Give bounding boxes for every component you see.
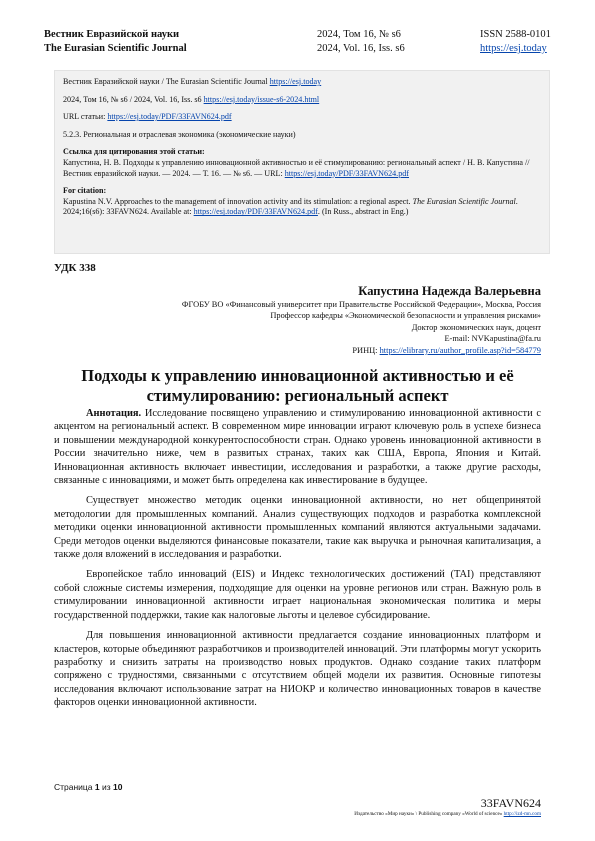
author-position: Профессор кафедры «Экономической безопасности и управления рисками»: [270, 311, 541, 321]
page-counter: Страница 1 из 10: [54, 782, 123, 792]
issue-link[interactable]: https://esj.today/issue-s6-2024.html: [203, 94, 320, 104]
citation-ru-link[interactable]: https://esj.today/PDF/33FAVN624.pdf: [284, 168, 409, 178]
article-body: [54, 407, 541, 717]
author-affiliation: ФГОБУ ВО «Финансовый университет при Правительстве Российской Федерации», Москва, Россия: [181, 300, 541, 309]
body-paragraph: Европейское табло инноваций (EIS) и Индекс технологических достижений (TAI) представляют собой сложные системы измерения, подходящие для оценки на уровне регионов или стран. Важную роль в стимулировании инновационной активности играет национальная экономическая политика и меры государственной поддержки, такие как налоговые льготы и целевое субсидирование.: [54, 569, 541, 621]
header-issue: [317, 28, 405, 56]
author-rinc: РИНЦ: https://elibrary.ru/author_profile.asp?id=584779: [352, 345, 541, 355]
article-title: Подходы к управлению инновационной активностью и её стимулированию: региональный аспект: [81, 366, 514, 405]
udk-code: УДК 338: [54, 262, 96, 274]
article-info-box: [54, 70, 550, 254]
journal-name-en: The Eurasian Scientific Journal: [44, 43, 187, 54]
rinc-profile-link[interactable]: https://elibrary.ru/author_profile.asp?id=584779: [379, 345, 541, 355]
body-paragraph: Для повышения инновационной активности предлагается создание инновационных платформ и кластеров, которые объединяют разработчиков и производителей инноваций. Эти платформы могут ускорить разработку и снизить затраты на производство новых продуктов. Однако создание таких платформ сопряжено с трудностями, связанными с отсутствием общей модели их развития. Основные гипотезы исследования включают использование затрат на НИОКР и количество инновационных товаров в качестве факторов оценки инновационной активности.: [54, 630, 541, 709]
citation-en-label: For citation:: [63, 186, 107, 196]
abstract-paragraph: Аннотация. Исследование посвящено управлению и стимулированию инновационной активности с акцентом на региональный аспект. В современном мире инновации играют ключевую роль в успехе бизнеса и повышении международной конкурентоспособности стран. Однако уровень инновационной активности в России значительно ниже, чем в развитых странах, таких как США, Европа, Япония и Китай. Инновационная активность включает инвестиции, исследования и разработки, а также другие расходы, связанные с инновациями, и может быть определена как инвестирование в будущее.: [54, 408, 541, 487]
citation-ru-label: Ссылка для цитирования этой статьи:: [63, 147, 205, 157]
author-block: [71, 284, 541, 356]
author-degree: Доктор экономических наук, доцент: [411, 322, 541, 332]
info-url-line: URL статьи: https://esj.today/PDF/33FAVN624.pdf: [63, 112, 232, 122]
abstract-label: Аннотация.: [86, 408, 142, 419]
author-name: Капустина Надежда Валерьевна: [358, 284, 541, 298]
publisher-link[interactable]: http://izd-mn.com: [503, 811, 541, 817]
journal-site-link[interactable]: https://esj.today: [480, 43, 547, 54]
citation-en-link[interactable]: https://esj.today/PDF/33FAVN624.pdf: [193, 207, 318, 217]
running-header: [44, 28, 555, 60]
header-issn: [480, 28, 551, 56]
author-email: E-mail: NVKapustina@fa.ru: [444, 334, 541, 344]
info-journal-line: Вестник Евразийской науки / The Eurasian Scientific Journal https://esj.today: [63, 77, 322, 86]
info-category: 5.2.3. Региональная и отраслевая экономика (экономические науки): [63, 129, 296, 139]
citation-en: For citation: Kapustina N.V. Approaches to the management of innovation activity and its stimulation: a regional aspect. The Eurasian Scientific Journal. 2024;16(s6): 33FAVN624. Available at: https://esj.today/PDF/33FAVN624.pdf. (In Russ., abstract in Eng.): [63, 186, 518, 217]
header-journal: [44, 28, 187, 56]
publisher-line: Издательство «Мир науки» \ Publishing company «World of science» http://izd-mn.com: [354, 811, 541, 817]
issue-ru: 2024, Том 16, № s6: [317, 29, 401, 40]
journal-name-ru: Вестник Евразийской науки: [44, 29, 180, 40]
journal-link[interactable]: https://esj.today: [269, 77, 322, 86]
info-issue-line: 2024, Том 16, № s6 / 2024, Vol. 16, Iss. s6 https://esj.today/issue-s6-2024.html: [63, 94, 320, 104]
article-url-link[interactable]: https://esj.today/PDF/33FAVN624.pdf: [107, 112, 232, 122]
citation-ru: Ссылка для цитирования этой статьи: Капустина, Н. В. Подходы к управлению инновационной активностью и её стимулированию: региональный аспект / Н. В. Капустина // Вестник евразийской науки. — 2024. — Т. 16. — № s6. — URL: https://esj.today/PDF/33FAVN624.pdf: [63, 147, 530, 178]
article-code: 33FAVN624: [480, 796, 541, 810]
issn: ISSN 2588-0101: [480, 29, 551, 40]
issue-en: 2024, Vol. 16, Iss. s6: [317, 43, 405, 54]
body-paragraph: Существует множество методик оценки инновационной активности, но нет общепринятой методологии для промышленных компаний. Анализ существующих подходов и разработка комплексной методики оценки инновационной активности промышленных компаний являются актуальными задачами. Среди методов оценки выделяются финансовые показатели, такие как выручка и рыночная капитализация, а также доля вложений в исследования и разработки.: [54, 495, 541, 561]
